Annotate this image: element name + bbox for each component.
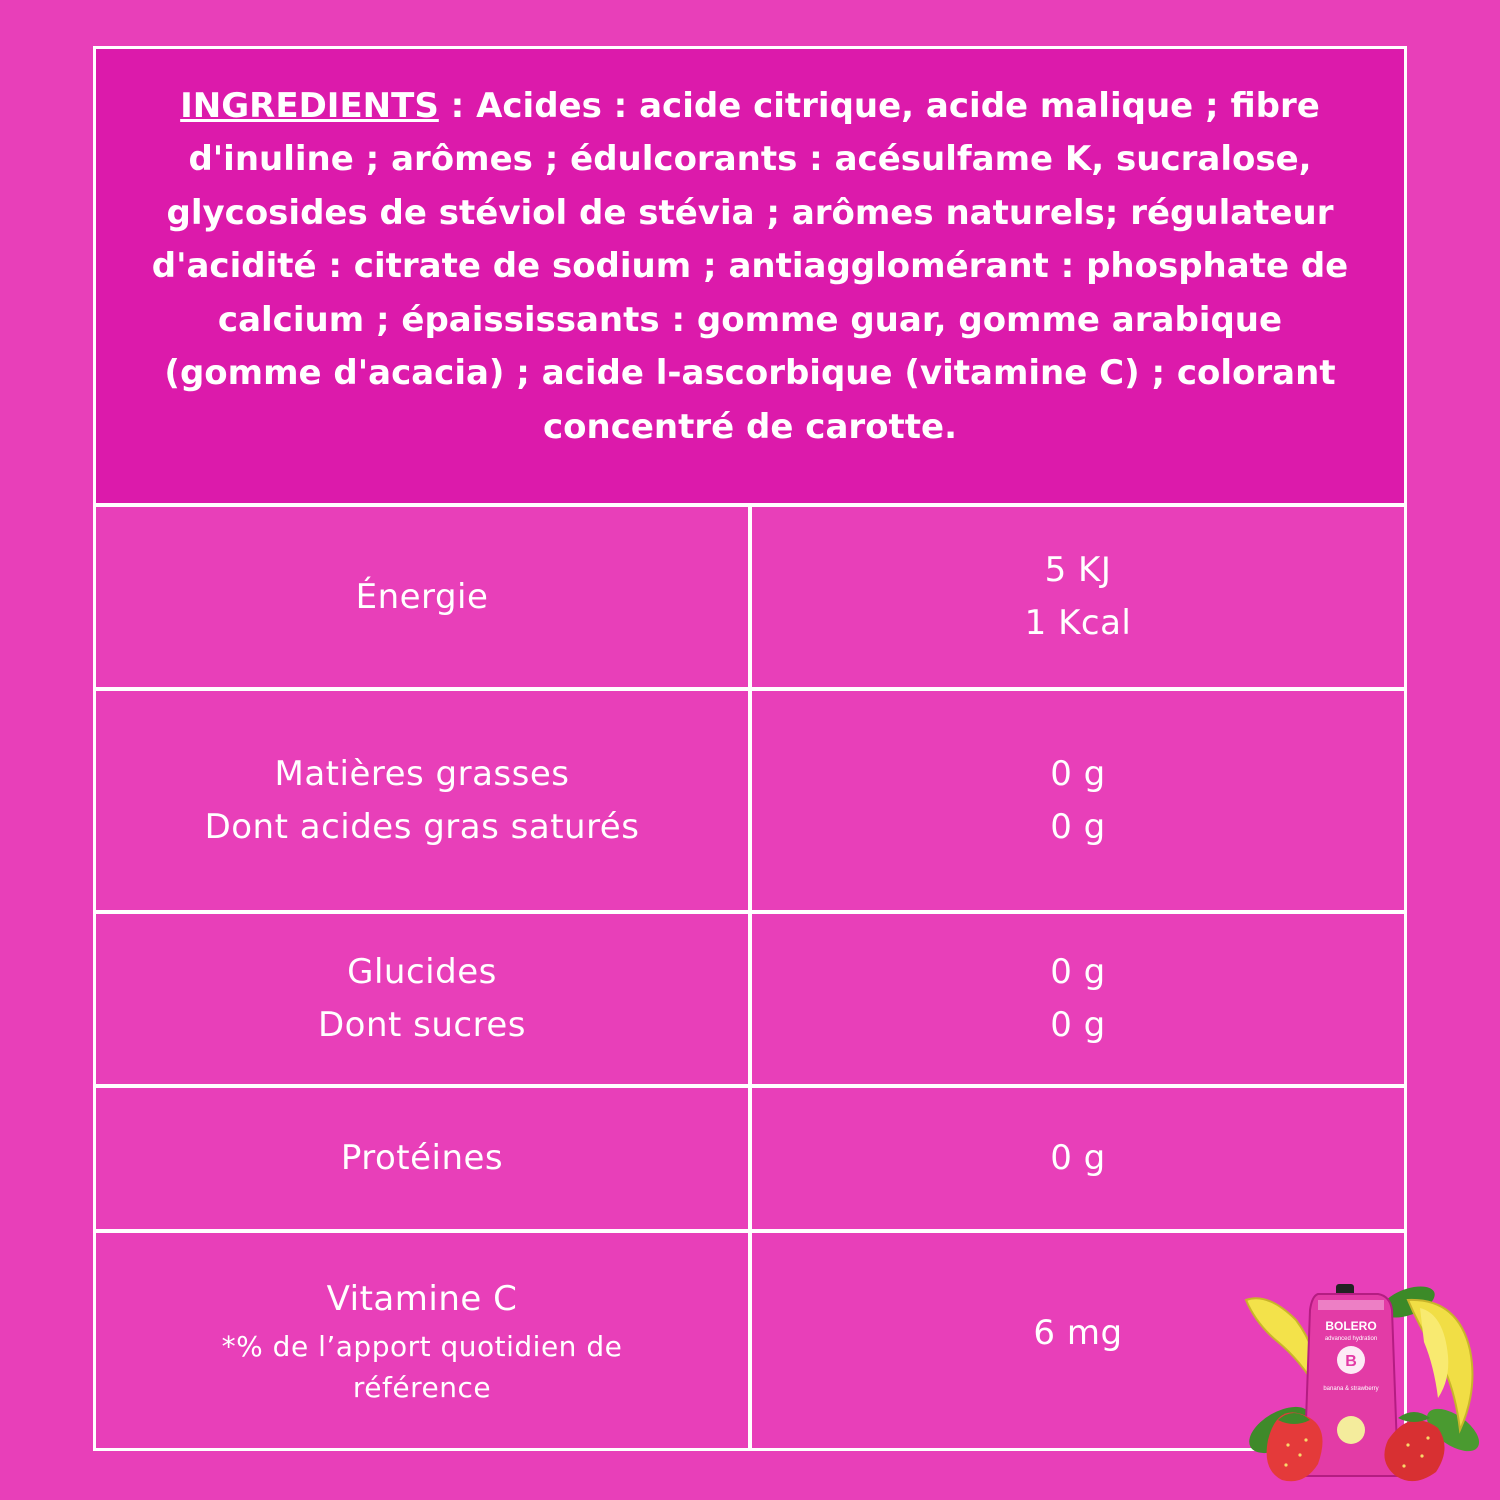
fat-value-cell: [752, 691, 1404, 910]
sugars-label: Dont sucres: [318, 1005, 526, 1045]
product-brand: BOLERO: [1325, 1319, 1377, 1333]
product-sachet-with-fruits-icon: [1238, 1280, 1488, 1490]
vitamin-note: *% de l’apport quotidien de référence: [221, 1330, 623, 1404]
carbs-value: 0 g: [1050, 952, 1106, 992]
protein-value: 0 g: [1050, 1138, 1106, 1178]
carbs-label: Glucides: [347, 952, 497, 992]
svg-text:B: B: [1345, 1353, 1357, 1370]
energy-value-kcal: 1 Kcal: [1024, 603, 1132, 643]
carbs-label-cell: [96, 914, 748, 1084]
energy-value-cell: [752, 507, 1404, 687]
carbs-value-cell: [752, 914, 1404, 1084]
vitamin-label-cell: [96, 1233, 748, 1448]
nutrition-panel: [93, 46, 1407, 1451]
protein-label-cell: [96, 1088, 748, 1229]
ingredients-paragraph: [136, 80, 1364, 473]
energy-label-cell: [96, 507, 748, 687]
ingredients-text: : Acides : acide citrique, acide malique ; fibre d'inuline ; arômes ; édulcorants : acésulfame K, sucralose, glycosides de stéviol de stévia ; arômes naturels; régulateur d'acidité : citrate de sodium ; antiagglomérant : phosphate de calcium ; épaississants : gomme guar, gomme arabique (gomme d'acacia) ; acide l-ascorbique (vitamine C) ; colorant concentré de carotte.: [151, 85, 1349, 447]
vitamin-value: 6 mg: [1033, 1313, 1123, 1353]
product-tagline: advanced hydration: [1324, 1336, 1378, 1342]
protein-value-cell: [752, 1088, 1404, 1229]
protein-label: Protéines: [340, 1138, 504, 1178]
product-flavor: banana & strawberry: [1323, 1386, 1379, 1392]
vitamin-label: Vitamine C: [326, 1279, 518, 1319]
ingredients-box: [96, 49, 1404, 507]
sugars-value: 0 g: [1050, 1005, 1106, 1045]
product-image: [1238, 1280, 1488, 1490]
ingredients-label: INGREDIENTS: [180, 85, 439, 126]
saturated-fat-value: 0 g: [1050, 806, 1106, 847]
saturated-fat-label: Dont acides gras saturés: [204, 806, 640, 847]
energy-label: Énergie: [355, 576, 489, 617]
fat-label: Matières grasses: [274, 753, 570, 794]
energy-value-kj: 5 KJ: [1044, 550, 1112, 590]
fat-label-cell: [96, 691, 748, 910]
fat-value: 0 g: [1050, 753, 1106, 794]
column-divider: [748, 507, 752, 1448]
